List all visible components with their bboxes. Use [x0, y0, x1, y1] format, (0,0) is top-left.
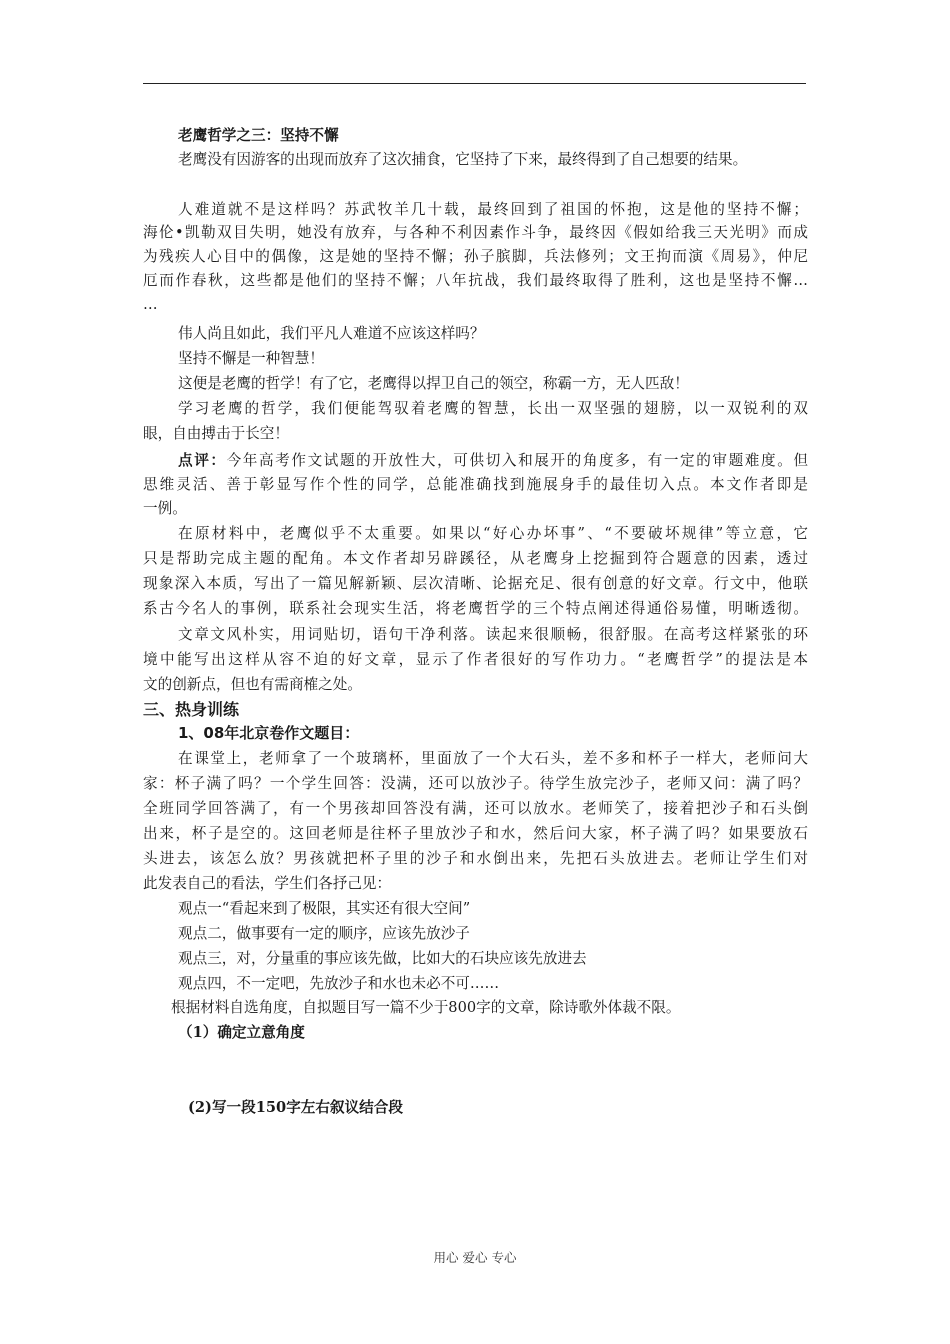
material-line: 全班同学回答满了，有一个男孩却回答没有满，还可以放水。老师笑了，接着把沙子和石头倒 [143, 800, 808, 817]
task-1: （1）确定立意角度 [178, 1024, 305, 1041]
page-footer: 用心 爱心 专心 [433, 1250, 517, 1265]
material-line: 在课堂上，老师拿了一个玻璃杯，里面放了一个大石头，差不多和杯子一样大，老师问大 [178, 750, 808, 767]
comment-line: 在原材料中，老鹰似乎不太重要。如果以“好心办坏事”、“不要破坏规律”等立意，它 [178, 525, 808, 542]
comment-line: 系古今名人的事例，联系社会现实生活，将老鹰哲学的三个特点阐述得通俗易懂，明晰透彻。 [143, 600, 808, 617]
comment-line: 文章文风朴实，用词贴切，语句干净利落。读起来很顺畅，很舒服。在高考这样紧张的环 [178, 626, 808, 643]
comment-label: 点评： [178, 452, 227, 469]
paragraph-line: 为残疾人心目中的偶像，这是她的坚持不懈；孙子膑脚，兵法修列；文王拘而演《周易》，仲尼 [143, 248, 808, 265]
paragraph-line: 学习老鹰的哲学，我们便能驾驭着老鹰的智慧，长出一双坚强的翅膀，以一双锐利的双 [178, 400, 808, 417]
paragraph-line: 海伦•凯勒双目失明，她没有放弃，与各种不利因素作斗争，最终因《假如给我三天光明》而成 [143, 224, 808, 241]
paragraph: 这便是老鹰的哲学！有了它，老鹰得以捍卫自己的领空，称霸一方，无人匹敌！ [178, 375, 689, 392]
viewpoint: 观点三，对，分量重的事应该先做，比如大的石块应该先放进去 [178, 950, 587, 967]
paragraph-line: … [143, 296, 158, 313]
material-line: 家：杯子满了吗？一个学生回答：没满，还可以放沙子。待学生放完沙子，老师又问：满了吗？ [143, 775, 808, 792]
paragraph-line: 人难道就不是这样吗？苏武牧羊几十载，最终回到了祖国的怀抱，这是他的坚持不懈； [178, 201, 808, 218]
comment-line [178, 450, 808, 472]
paragraph: 坚持不懈是一种智慧！ [178, 350, 324, 367]
exam-title: 1、08年北京卷作文题目： [178, 724, 360, 742]
section-heading: 老鹰哲学之三：坚持不懈 [178, 127, 339, 144]
header-rule [143, 83, 806, 84]
material-line: 此发表自己的看法，学生们各抒己见： [143, 875, 392, 892]
viewpoint: 观点一“看起来到了极限，其实还有很大空间” [178, 900, 471, 917]
comment-line: 只是帮助完成主题的配角。本文作者却另辟蹊径，从老鹰身上挖掘到符合题意的因素，透过 [143, 550, 808, 567]
material-line: 头进去，该怎么放？男孩就把杯子里的沙子和水倒出来，先把石头放进去。老师让学生们对 [143, 850, 808, 867]
comment-line: 文的创新点，但也有需商榷之处。 [143, 676, 362, 693]
comment-line: 思维灵活、善于彰显写作个性的同学，总能准确找到施展身手的最佳切入点。本文作者即是 [143, 476, 808, 493]
instruction: 根据材料自选角度，自拟题目写一篇不少于800字的文章，除诗歌外体裁不限。 [171, 999, 681, 1016]
paragraph-line: 眼，自由搏击于长空！ [143, 425, 289, 442]
paragraph-line: 厄而作春秋，这些都是他们的坚持不懈；八年抗战，我们最终取得了胜利，这也是坚持不懈… [143, 272, 808, 289]
comment-line: 境中能写出这样从容不迫的好文章，显示了作者很好的写作功力。“老鹰哲学”的提法是本 [143, 651, 808, 668]
section-title: 三、热身训练 [143, 700, 240, 719]
paragraph: 老鹰没有因游客的出现而放弃了这次捕食，它坚持了下来，最终得到了自己想要的结果。 [178, 151, 748, 168]
viewpoint: 观点二，做事要有一定的顺序，应该先放沙子 [178, 925, 470, 942]
comment-text: 今年高考作文试题的开放性大，可供切入和展开的角度多，有一定的审题难度。但 [226, 452, 808, 469]
paragraph: 伟人尚且如此，我们平凡人难道不应该这样吗？ [178, 325, 485, 342]
viewpoint: 观点四，不一定吧，先放沙子和水也未必不可…… [178, 975, 500, 992]
comment-line: 一例。 [143, 500, 187, 517]
material-line: 出来，杯子是空的。这回老师是往杯子里放沙子和水，然后问大家，杯子满了吗？如果要放石 [143, 825, 808, 842]
comment-line: 现象深入本质，写出了一篇见解新颖、层次清晰、论据充足、很有创意的好文章。行文中，他联 [143, 575, 808, 592]
task-2: (2)写一段150字左右叙议结合段 [188, 1099, 403, 1116]
